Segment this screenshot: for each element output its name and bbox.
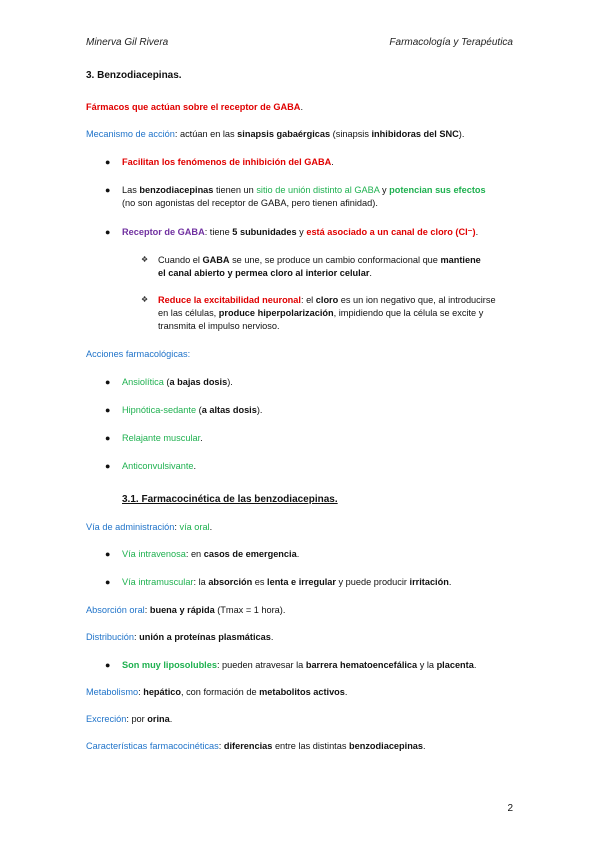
metabolismo-line: Metabolismo: hepático, con formación de metabolitos activos. — [86, 687, 348, 697]
absorcion-line: Absorción oral: buena y rápida (Tmax = 1 hora). — [86, 605, 286, 615]
list-item: Vía intramuscular: la absorción es lenta e irregular y puede producir irritación. — [122, 577, 452, 587]
mecanismo-line: Mecanismo de acción: actúan en las sinapsis gabaérgicas (sinapsis inhibidoras del SNC). — [86, 129, 465, 139]
header-subject: Farmacología y Terapéutica — [389, 37, 513, 48]
acciones-heading: Acciones farmacológicas: — [86, 349, 191, 359]
diamond-bullet-icon: ❖ — [141, 255, 149, 264]
list-item: Facilitan los fenómenos de inhibición del GABA. — [122, 157, 334, 167]
via-line: Vía de administración: vía oral. — [86, 522, 213, 532]
distribucion-line: Distribución: unión a proteínas plasmáticas. — [86, 632, 274, 642]
sub-list-item-continuation: el canal abierto y permea cloro al interior celular. — [158, 268, 372, 278]
bullet-icon: ● — [105, 227, 111, 237]
list-item: Relajante muscular. — [122, 433, 203, 443]
bullet-icon: ● — [105, 185, 111, 195]
caracteristicas-line: Características farmacocinéticas: diferencias entre las distintas benzodiacepinas. — [86, 741, 426, 751]
list-item-continuation: (no son agonistas del receptor de GABA, pero tienen afinidad). — [122, 198, 378, 208]
sub-list-item: Reduce la excitabilidad neuronal: el cloro es un ion negativo que, al introducirse — [158, 295, 496, 305]
sub-list-item-continuation: en las células, produce hiperpolarización, impidiendo que la célula se excite y — [158, 308, 484, 318]
list-item: Anticonvulsivante. — [122, 461, 197, 471]
bullet-icon: ● — [105, 157, 111, 167]
bullet-icon: ● — [105, 377, 111, 387]
section-title: 3. Benzodiacepinas. — [86, 70, 182, 81]
list-item: Hipnótica-sedante (a altas dosis). — [122, 405, 263, 415]
receptor-line: Fármacos que actúan sobre el receptor de GABA. — [86, 102, 304, 112]
list-item: Vía intravenosa: en casos de emergencia. — [122, 549, 300, 559]
header-author: Minerva Gil Rivera — [86, 37, 169, 48]
sub-list-item-continuation: transmita el impulso nervioso. — [158, 321, 280, 331]
bullet-icon: ● — [105, 549, 111, 559]
excrecion-line: Excreción: por orina. — [86, 714, 173, 724]
list-item: Receptor de GABA: tiene 5 subunidades y está asociado a un canal de cloro (Cl⁻). — [122, 227, 479, 237]
bullet-icon: ● — [105, 461, 111, 471]
diamond-bullet-icon: ❖ — [141, 295, 149, 304]
bullet-icon: ● — [105, 433, 111, 443]
page-number: 2 — [507, 803, 513, 814]
list-item: Las benzodiacepinas tienen un sitio de unión distinto al GABA y potencian sus efectos — [122, 185, 486, 195]
list-item: Son muy liposolubles: pueden atravesar la barrera hematoencefálica y la placenta. — [122, 660, 477, 670]
sub-list-item: Cuando el GABA se une, se produce un cambio conformacional que mantiene — [158, 255, 481, 265]
bullet-icon: ● — [105, 405, 111, 415]
subsection-title: 3.1. Farmacocinética de las benzodiacepinas. — [122, 494, 338, 505]
bullet-icon: ● — [105, 660, 111, 670]
list-item: Ansiolítica (a bajas dosis). — [122, 377, 233, 387]
bullet-icon: ● — [105, 577, 111, 587]
